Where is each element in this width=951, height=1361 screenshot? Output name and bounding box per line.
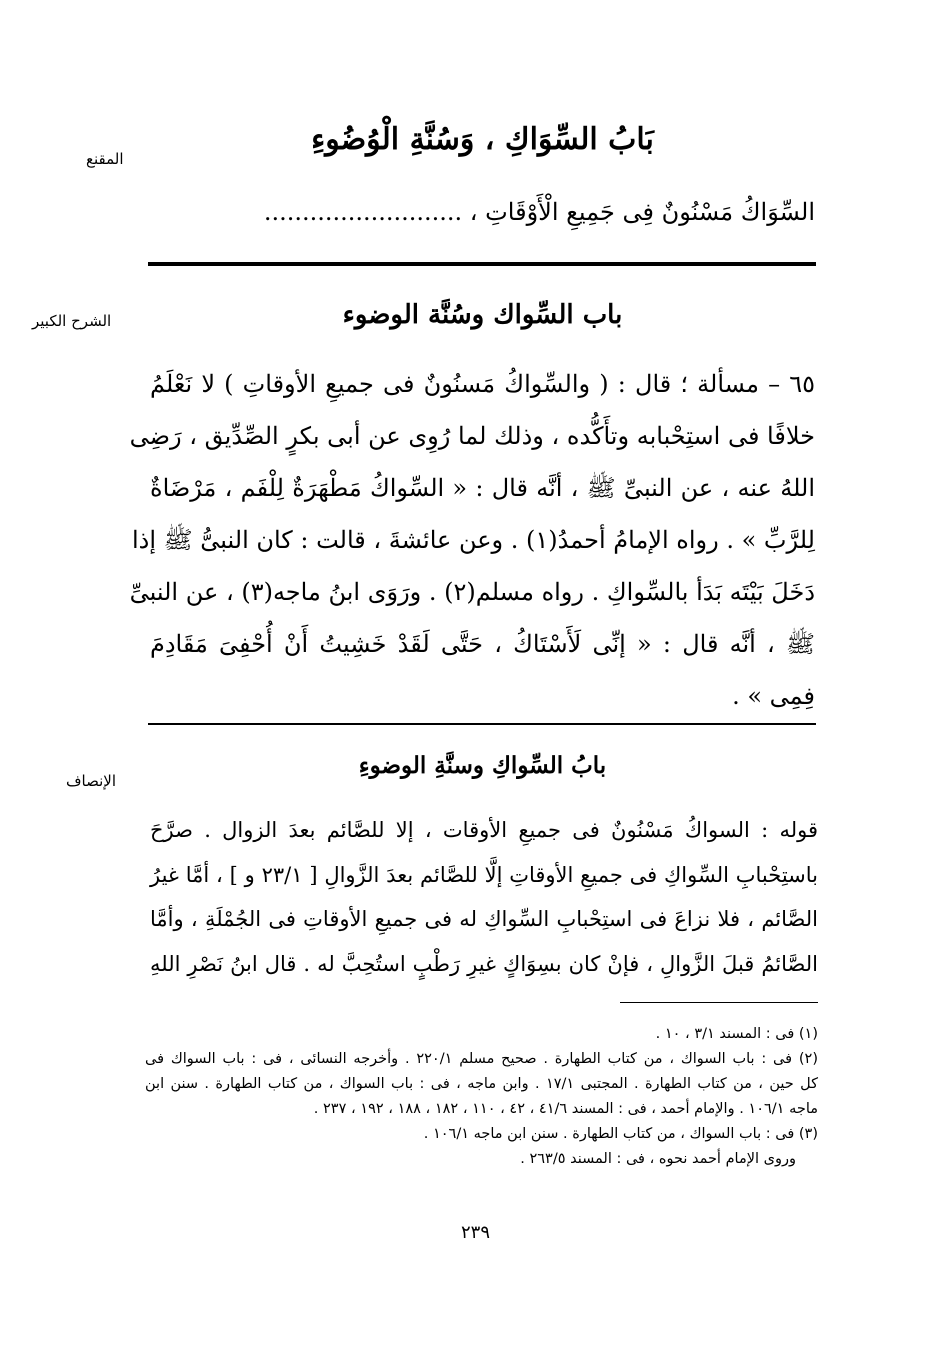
sharh-line: ٦٥ – مسألة ؛ قال : ( والسِّواكُ مَسنُونٌ فى جميعِ الأوقاتِ ) لا نَعْلَمُ bbox=[150, 370, 815, 398]
muqni-text: السِّوَاكُ مَسْنُونٌ فِى جَمِيعِ الْأَوْقَاتِ ، .......................... bbox=[263, 198, 815, 226]
insaf-line: الصَّائم ، فلا نزاعَ فى استِحْبابِ السِّواكِ له فى جميعِ الأوقاتِ فى الجُمْلَةِ ، وأمَّا bbox=[150, 907, 818, 931]
footnote-2-cont: كل حين ، من كتاب الطهارة . المجتبى ١٧/١ . وابن ماجه ، فى : باب السواك ، من كتاب الطهارة . سنن ابن bbox=[145, 1076, 818, 1092]
footnote-3-cont: وروى الإمام أحمد نحوه ، فى : المسند ٢٦٣/٥ . bbox=[520, 1151, 796, 1167]
sharh-line: فِمِى » . bbox=[732, 682, 815, 710]
sharh-line: ﷺ ، أنَّه قال : « إنِّى لَأَسْتَاكُ ، حَتَّى لَقَدْ خَشِيتُ أَنْ أُحْفِىَ مَقَادِمَ bbox=[150, 630, 815, 658]
sharh-paragraph bbox=[129, 358, 815, 722]
sharh-line: لِلرَّبِّ » . رواه الإمامُ أحمدُ(١) . وعن عائشةَ ، قالت : كان النبىُّ ﷺ إذا bbox=[132, 526, 815, 554]
muqni-heading: بَابُ السِّوَاكِ ، وَسُنَّةِ الْوُضُوءِ bbox=[311, 122, 654, 157]
sharh-line: اللهُ عنه ، عن النبىِّ ﷺ ، أنَّه قال : « السِّواكُ مَطْهَرَةٌ لِلْفَم ، مَرْضَاةٌ bbox=[150, 474, 815, 502]
footnote-rule bbox=[620, 1002, 818, 1003]
footnote-1: (١) فى : المسند ٣/١ ، ١٠ . bbox=[655, 1026, 818, 1042]
sharh-line: دَخَلَ بَيْتَه بَدَأ بالسِّواكِ . رواه مسلم(٢) . ورَوَى ابنُ ماجه(٣) ، عن النبىِّ bbox=[129, 578, 815, 606]
page-number: ٢٣٩ bbox=[460, 1222, 490, 1243]
footnotes bbox=[145, 1022, 818, 1172]
sharh-line: خلافًا فى استِحْبابه وتأَكُّده ، وذلك لما رُوِى عن أبى بكرٍ الصِّدِّيق ، رَضِى bbox=[129, 422, 815, 450]
side-label-muqni: المقنع bbox=[86, 150, 124, 168]
footnote-2: (٢) فى : باب السواك ، من كتاب الطهارة . صحيح مسلم ٢٢٠/١ . وأخرجه النسائى ، فى : باب السواك فى bbox=[145, 1051, 818, 1067]
footnote-2-cont: ماجه ١٠٦/١ . والإمام أحمد ، فى : المسند ٤١/٦ ، ٤٢ ، ١١٠ ، ١٨٢ ، ١٨٨ ، ١٩٢ ، ٢٣٧ . bbox=[313, 1101, 818, 1117]
section-rule-thick bbox=[148, 262, 816, 266]
insaf-line: الصَّائمُ قبلَ الزَّوالِ ، فإنْ كان بسِوَاكٍ غيرِ رَطْبٍ استُحِبَّ له . قال ابنُ نَصْرِ اللهِ bbox=[150, 951, 818, 976]
side-label-sharh: الشرح الكبير bbox=[32, 312, 112, 330]
side-label-insaf: الإنصاف bbox=[66, 772, 117, 790]
footnote-3: (٣) فى : باب السواك ، من كتاب الطهارة . سنن ابن ماجه ١٠٦/١ . bbox=[423, 1126, 818, 1142]
insaf-heading: بابُ السِّواكِ وسنَّةِ الوضوءِ bbox=[358, 752, 607, 779]
sharh-heading: باب السِّواك وسُنَّة الوضوء bbox=[342, 300, 623, 330]
insaf-line: قوله : السواكُ مَسْنُونٌ فى جميعِ الأوقات ، إلا للصَّائم بعدَ الزوال . صرَّحَ bbox=[150, 818, 818, 842]
section-rule bbox=[148, 723, 816, 725]
insaf-paragraph bbox=[150, 808, 818, 986]
insaf-line: باستِحْبابِ السِّواكِ فى جميعِ الأوقاتِ إلَّا للصَّائم بعدَ الزَّوالِ [ ٢٣/١ و ] ، أمَّا غيرُ bbox=[150, 862, 818, 887]
